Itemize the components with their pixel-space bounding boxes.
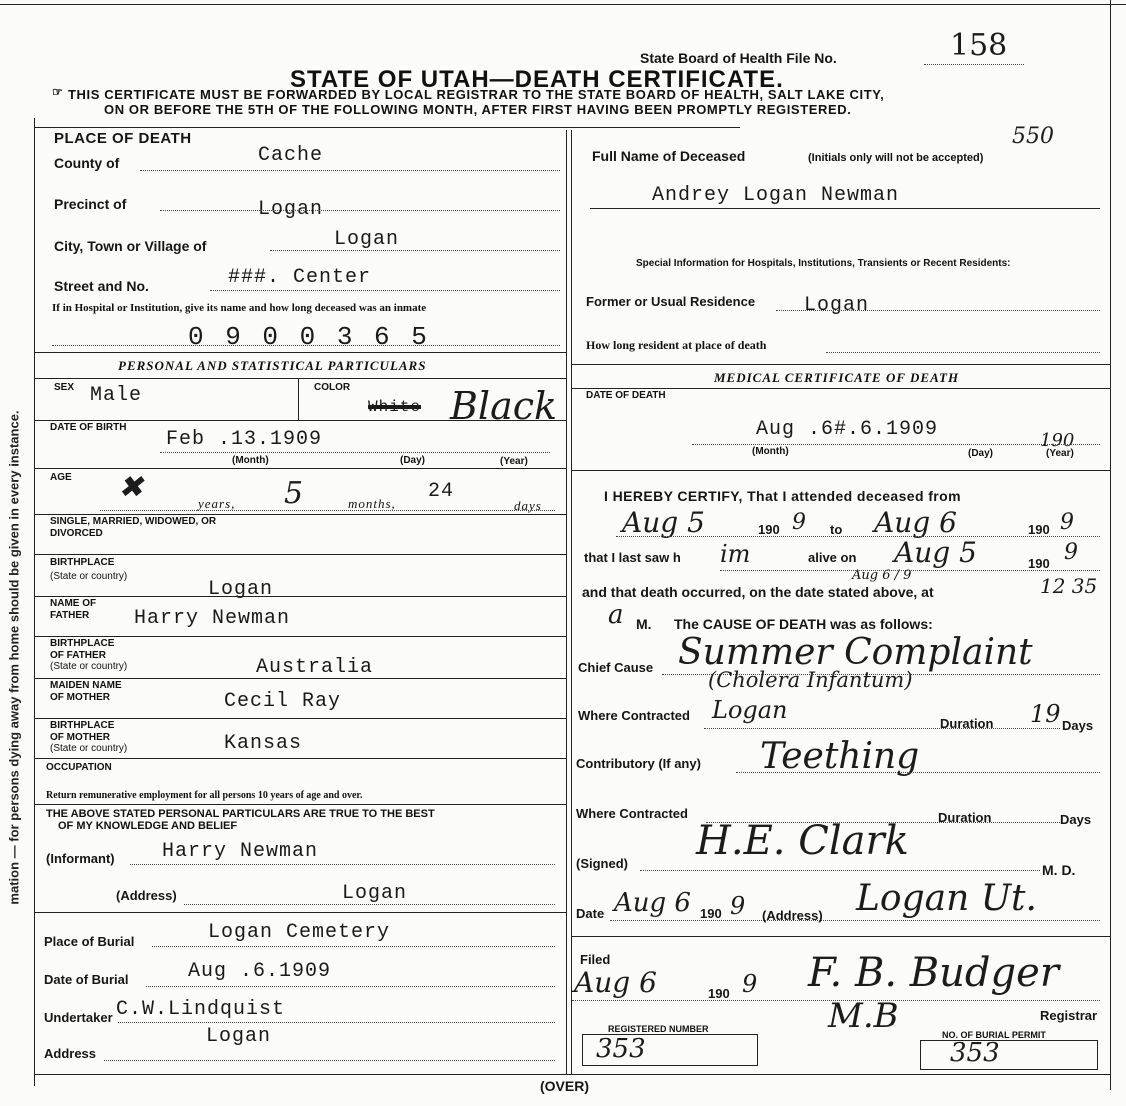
rule-death-date (572, 470, 1110, 471)
cert-address-label: (Address) (762, 908, 823, 923)
city-value: Logan (334, 228, 400, 251)
last-saw-label: that I last saw h (584, 550, 681, 565)
duration-days-label: Days (1062, 718, 1094, 733)
alive-on-label: alive on (808, 550, 857, 565)
years-label: years, (198, 496, 236, 511)
undertaker-address-value: Logan (206, 1025, 272, 1048)
burial-place-label: Place of Burial (44, 934, 135, 949)
dob-label: DATE OF BIRTH (50, 422, 127, 433)
age-days: 24 (428, 480, 455, 503)
color-label: COLOR (314, 382, 351, 393)
contributory-value: Teething (760, 736, 920, 777)
duration-value: 19 (1030, 700, 1061, 728)
attest-line-1: THE ABOVE STATED PERSONAL PARTICULARS ARE TRUE TO THE BEST (46, 808, 435, 820)
filed-year: 9 (742, 970, 758, 998)
registrar-signature: F. B. Budger (808, 950, 1059, 996)
header-rule (34, 127, 740, 128)
father-value: Harry Newman (134, 607, 291, 630)
undertaker-line (118, 1022, 555, 1023)
margin-number: 550 (1012, 124, 1054, 149)
burial-permit-box (920, 1040, 1098, 1070)
precinct-value: Logan (258, 198, 324, 221)
burial-place-value: Logan Cemetery (208, 921, 391, 944)
father-label-1: NAME OF (50, 598, 97, 609)
county-line (140, 170, 560, 171)
street-label: Street and No. (54, 278, 149, 294)
cert-address-value: Logan Ut. (856, 878, 1037, 919)
birthplace-value: Logan (208, 578, 274, 601)
file-number: 158 (950, 28, 1008, 63)
cert-date-label: Date (576, 906, 605, 921)
burial-permit-label: NO. OF BURIAL PERMIT (942, 1030, 1046, 1040)
death-meridian: a (608, 600, 624, 630)
form-left-border (34, 118, 35, 1086)
sex-value: Male (90, 384, 143, 407)
color-value: Black (450, 384, 558, 428)
informant-line (130, 864, 555, 865)
precinct-line (160, 210, 560, 211)
hospital-label: If in Hospital or Institution, give its name and how long deceased was an inmate (52, 302, 427, 314)
undertaker-address-line (104, 1060, 555, 1061)
signed-line (640, 870, 1040, 871)
burial-date-label: Date of Burial (44, 972, 129, 987)
mother-bp-label-1: BIRTHPLACE (50, 720, 115, 731)
death-year-label: (Year) (1046, 448, 1074, 459)
rule-father (34, 636, 566, 637)
city-line (270, 250, 560, 251)
last-saw-pronoun: im (720, 540, 751, 568)
side-note: mation — for persons dying away from home should be given in every instance. (6, 410, 22, 905)
rule-father-bp (34, 678, 566, 679)
form-top-border (0, 4, 1126, 5)
attended-year-prefix-1: 190 (758, 522, 780, 537)
duration-2-days-label: Days (1060, 812, 1092, 827)
death-date-label: DATE OF DEATH (586, 390, 666, 401)
cert-date-value: Aug 6 (614, 888, 691, 918)
sex-label: SEX (54, 382, 75, 393)
undertaker-label: Undertaker (44, 1010, 113, 1025)
registrar-label: Registrar (1040, 1008, 1098, 1023)
mother-value: Cecil Ray (224, 690, 342, 713)
certificate-title: STATE OF UTAH—DEATH CERTIFICATE. (290, 66, 784, 93)
registered-number: 353 (596, 1034, 646, 1064)
age-label: AGE (50, 472, 72, 483)
days-label: days (514, 498, 542, 513)
city-label: City, Town or Village of (54, 238, 207, 254)
cert-date-year: 9 (730, 892, 746, 920)
full-name-label: Full Name of Deceased (592, 148, 746, 164)
full-name-value: Andrey Logan Newman (652, 184, 900, 207)
undertaker-address-label: Address (44, 1046, 97, 1061)
special-info-label: Special Information for Hospitals, Institutions, Transients or Recent Residents: (636, 258, 1011, 269)
md-label: M. D. (1042, 862, 1076, 878)
personal-heading: PERSONAL AND STATISTICAL PARTICULARS (118, 358, 427, 373)
precinct-label: Precinct of (54, 196, 127, 212)
rule-dob (34, 468, 566, 469)
physician-signature: H.E. Clark (696, 818, 909, 864)
rule-informant (34, 912, 566, 913)
death-day-label: (Day) (968, 448, 994, 459)
attended-from: Aug 5 (622, 506, 705, 539)
filed-date: Aug 6 (574, 966, 657, 999)
county-label: County of (54, 155, 120, 171)
attended-year-prefix-2: 190 (1028, 522, 1050, 537)
how-long-line (826, 352, 1100, 353)
rule-medical-end (572, 936, 1110, 937)
informant-address-value: Logan (342, 882, 408, 905)
burial-date-value: Aug .6.1909 (188, 960, 332, 983)
mother-bp-label-3: (State or country) (50, 743, 128, 754)
last-saw-date: Aug 5 (894, 536, 977, 569)
rule-occupation (34, 804, 566, 805)
column-divider-inner (571, 130, 572, 1074)
place-of-death-heading: PLACE OF DEATH (54, 130, 192, 147)
age-line (100, 510, 555, 511)
father-birthplace-value: Australia (256, 656, 374, 679)
rule-age (34, 514, 566, 515)
mother-label-1: MAIDEN NAME (50, 680, 122, 691)
how-long-label: How long resident at place of death (586, 338, 767, 352)
over-label: (OVER) (540, 1078, 589, 1094)
informant-label: (Informant) (46, 851, 115, 866)
filed-label: Filed (580, 952, 611, 967)
last-saw-year-prefix: 190 (1028, 556, 1050, 571)
dob-line (160, 452, 550, 453)
chief-cause-value: Summer Complaint (678, 632, 1033, 673)
residence-label: Former or Usual Residence (586, 294, 756, 309)
mother-birthplace-value: Kansas (224, 732, 303, 755)
rule-birthplace (34, 596, 566, 597)
certificate-number: 0 9 0 0 3 6 5 (188, 322, 430, 352)
rule-mother-bp (34, 758, 566, 759)
months-label: months, (348, 496, 396, 511)
attended-to-year: 9 (1060, 510, 1074, 535)
informant-address-label: (Address) (116, 888, 177, 903)
death-date-line (692, 444, 1100, 445)
father-bp-label-1: BIRTHPLACE (50, 638, 115, 649)
street-value: ###. Center (228, 266, 372, 289)
mother-bp-label-2: OF MOTHER (50, 732, 110, 743)
father-bp-label-2: OF FATHER (50, 650, 106, 661)
duration-2-label: Duration (938, 810, 992, 825)
rule-mother (34, 718, 566, 719)
notice-line-1: THIS CERTIFICATE MUST BE FORWARDED BY LOCAL REGISTRAR TO THE STATE BOARD OF HEALTH, SALT LAKE CITY, (68, 87, 885, 102)
section-rule-personal (34, 352, 566, 353)
attended-to: Aug 6 (874, 506, 957, 539)
chief-cause-label: Chief Cause (578, 660, 654, 675)
notice-icon: ☞ (52, 85, 64, 99)
death-year-prefix: 190 (1040, 430, 1075, 451)
age-months: 5 (284, 476, 304, 511)
file-number-label: State Board of Health File No. (640, 50, 837, 66)
filed-year-prefix: 190 (708, 986, 730, 1001)
form-right-border (1110, 0, 1111, 1090)
last-saw-year: 9 (1064, 540, 1078, 565)
burial-permit-number: 353 (950, 1038, 1000, 1068)
father-bp-label-3: (State or country) (50, 661, 128, 672)
birthplace-sub-label: (State or country) (50, 571, 128, 582)
to-label: to (830, 522, 843, 537)
residence-value: Logan (804, 294, 870, 317)
personal-heading-rule (34, 378, 566, 379)
meridian-m-label: M. (636, 616, 652, 632)
cert-date-line (610, 920, 1100, 921)
dob-year-label: (Year) (500, 456, 528, 467)
where-contracted-2-label: Where Contracted (576, 806, 688, 821)
attended-line (616, 536, 1100, 537)
attended-from-year: 9 (792, 510, 806, 535)
occurred-label: and that death occurred, on the date stated above, at (582, 584, 934, 600)
mother-label-2: OF MOTHER (50, 692, 110, 703)
birthplace-label: BIRTHPLACE (50, 557, 115, 568)
section-rule-medical (572, 364, 1110, 365)
hospital-line (52, 345, 560, 346)
chief-cause-line (662, 674, 1100, 675)
father-label-2: FATHER (50, 610, 90, 621)
rule-sex (34, 420, 566, 421)
informant-value: Harry Newman (162, 840, 319, 863)
form-bottom-border (34, 1074, 1110, 1075)
medical-heading-rule (572, 388, 1110, 389)
occurred-note: Aug 6 / 9 (852, 568, 912, 583)
column-divider (566, 130, 567, 1074)
sex-color-divider (298, 378, 299, 420)
full-name-note: (Initials only will not be accepted) (808, 152, 984, 164)
dob-value: Feb .13.1909 (166, 428, 323, 451)
medical-heading: MEDICAL CERTIFICATE OF DEATH (714, 370, 960, 385)
undertaker-value: C.W.Lindquist (116, 998, 286, 1021)
county-value: Cache (258, 144, 324, 167)
certify-label: I HEREBY CERTIFY, That I attended deceased from (604, 488, 961, 504)
burial-place-line (152, 946, 555, 947)
death-month-label: (Month) (752, 446, 789, 457)
duration-label: Duration (940, 716, 994, 731)
notice-line-2: ON OR BEFORE THE 5TH OF THE FOLLOWING MONTH, AFTER FIRST HAVING BEEN PROMPTLY REGISTERED. (104, 102, 852, 117)
dob-month-label: (Month) (232, 455, 269, 466)
color-struck-value: White (368, 398, 422, 416)
occupation-label: OCCUPATION (46, 762, 112, 773)
registrar-initials: M.B (828, 996, 899, 1036)
contributory-label: Contributory (If any) (576, 756, 701, 771)
death-date-value: Aug .6#.6.1909 (756, 418, 939, 441)
contributory-line (736, 772, 1100, 773)
marital-label: SINGLE, MARRIED, WIDOWED, OR DIVORCED (50, 516, 217, 539)
where-contracted-value: Logan (712, 696, 788, 724)
cause-label: The CAUSE OF DEATH was as follows: (674, 616, 933, 632)
occupation-note: Return remunerative employment for all persons 10 years of age and over. (46, 790, 363, 801)
registered-number-label: REGISTERED NUMBER (608, 1024, 709, 1034)
street-line (210, 290, 560, 291)
age-years-mark: ✖ (118, 470, 144, 505)
attest-line-2: OF MY KNOWLEDGE AND BELIEF (58, 820, 238, 832)
cert-year-prefix: 190 (700, 906, 722, 921)
full-name-line (590, 208, 1100, 209)
burial-date-line (146, 986, 555, 987)
where-contracted-label: Where Contracted (578, 708, 690, 723)
where-contracted-line (704, 728, 1060, 729)
signed-label: (Signed) (576, 856, 628, 871)
chief-cause-sub: (Cholera Infantum) (708, 668, 913, 692)
residence-line (776, 310, 1100, 311)
file-number-line (924, 64, 1024, 65)
rule-marital (34, 554, 566, 555)
informant-address-line (184, 904, 555, 905)
dob-day-label: (Day) (400, 455, 426, 466)
death-time: 12 35 (1040, 574, 1098, 598)
